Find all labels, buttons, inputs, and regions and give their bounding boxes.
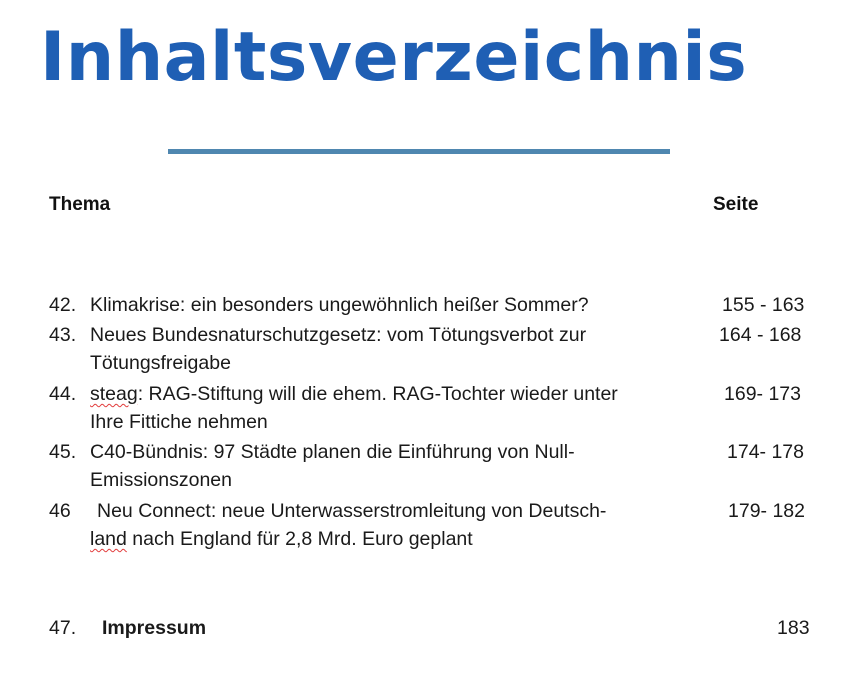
entry-number: 43. [49, 324, 77, 346]
entry-title: Impressum [102, 617, 207, 639]
entry-title: Neues Bundesnaturschutzgesetz: vom Tötungsverbot zur Tötungsfreigabe [90, 324, 587, 374]
entry-pages: 183 [777, 617, 810, 639]
entry-number: 47. [49, 617, 77, 639]
entry-pages: 155 - 163 [722, 294, 805, 316]
column-header-page: Seite [713, 194, 759, 215]
spellcheck-word: land [90, 528, 127, 550]
entry-number: 46 [49, 500, 71, 522]
entry-pages: 164 - 168 [719, 324, 802, 346]
entry-title: Neu Connect: neue Unterwasserstromleitung von Deutsch- land nach England für 2,8 Mrd. Euro geplant [90, 500, 607, 550]
entry-number: 42. [49, 294, 77, 316]
entry-number: 45. [49, 441, 77, 463]
entry-pages: 179- 182 [728, 500, 805, 522]
spellcheck-word: steag [90, 383, 138, 405]
entry-title: Klimakrise: ein besonders ungewöhnlich heißer Sommer? [90, 294, 589, 316]
entry-title: steag: RAG-Stiftung will die ehem. RAG-Tochter wieder unter Ihre Fittiche nehmen [90, 383, 618, 433]
column-header-topic: Thema [49, 194, 111, 215]
entry-pages: 169- 173 [724, 383, 801, 405]
entry-title: C40-Bündnis: 97 Städte planen die Einführung von Null- Emissionszonen [90, 441, 575, 491]
page-title: Inhaltsverzeichnis [40, 18, 748, 97]
title-divider [168, 149, 670, 154]
entry-number: 44. [49, 383, 77, 405]
entry-pages: 174- 178 [727, 441, 804, 463]
